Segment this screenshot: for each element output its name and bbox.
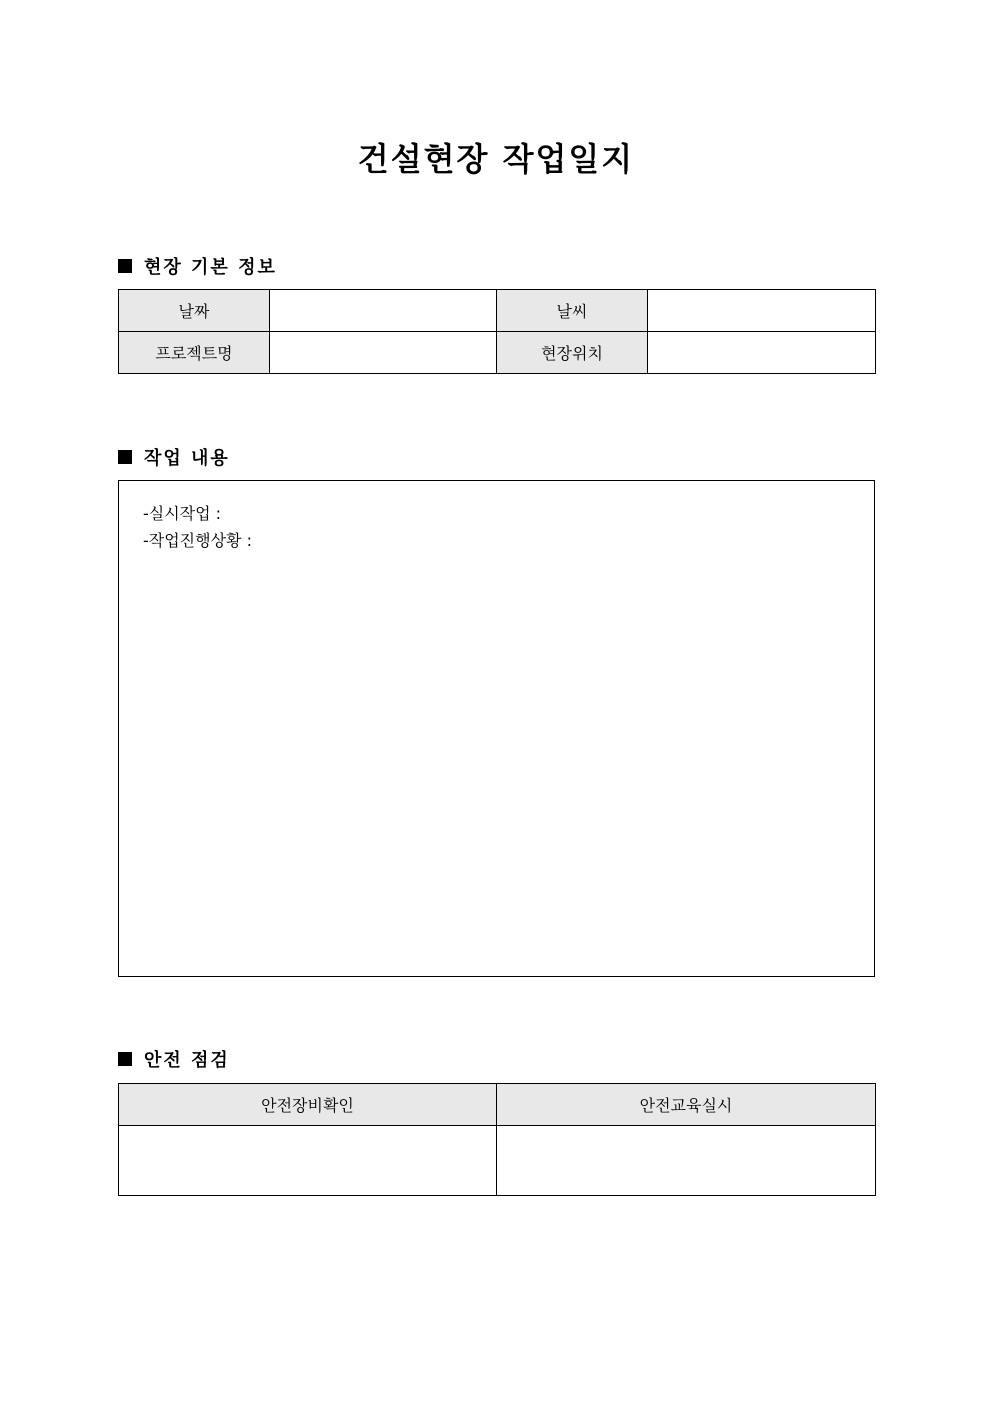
weather-field[interactable] <box>648 290 876 332</box>
work-progress-line: -작업진행상황 : <box>143 531 252 550</box>
work-content-box[interactable] <box>118 480 875 977</box>
section-heading-label: 안전 점검 <box>144 1050 230 1071</box>
project-name-label: 프로젝트명 <box>119 332 270 374</box>
section-heading-basic-info <box>118 253 277 279</box>
basic-info-table <box>118 289 876 374</box>
square-bullet-icon <box>118 450 132 464</box>
safety-check-table <box>118 1083 876 1196</box>
safety-equipment-field[interactable] <box>119 1126 497 1196</box>
site-location-label: 현장위치 <box>497 332 648 374</box>
table-row <box>119 332 876 374</box>
safety-equipment-header: 안전장비확인 <box>119 1084 497 1126</box>
work-performed-line: -실시작업 : <box>143 504 222 523</box>
section-heading-label: 작업 내용 <box>144 448 230 469</box>
table-row <box>119 1084 876 1126</box>
section-heading-work <box>118 444 230 470</box>
table-row <box>119 1126 876 1196</box>
project-name-field[interactable] <box>270 332 497 374</box>
weather-label: 날씨 <box>497 290 648 332</box>
date-label: 날짜 <box>119 290 270 332</box>
date-field[interactable] <box>270 290 497 332</box>
square-bullet-icon <box>118 259 132 273</box>
square-bullet-icon <box>118 1052 132 1066</box>
site-location-field[interactable] <box>648 332 876 374</box>
table-row <box>119 290 876 332</box>
document-title: 건설현장 작업일지 <box>357 140 635 178</box>
safety-training-field[interactable] <box>497 1126 876 1196</box>
section-heading-safety <box>118 1046 230 1072</box>
safety-training-header: 안전교육실시 <box>497 1084 876 1126</box>
section-heading-label: 현장 기본 정보 <box>144 257 277 278</box>
